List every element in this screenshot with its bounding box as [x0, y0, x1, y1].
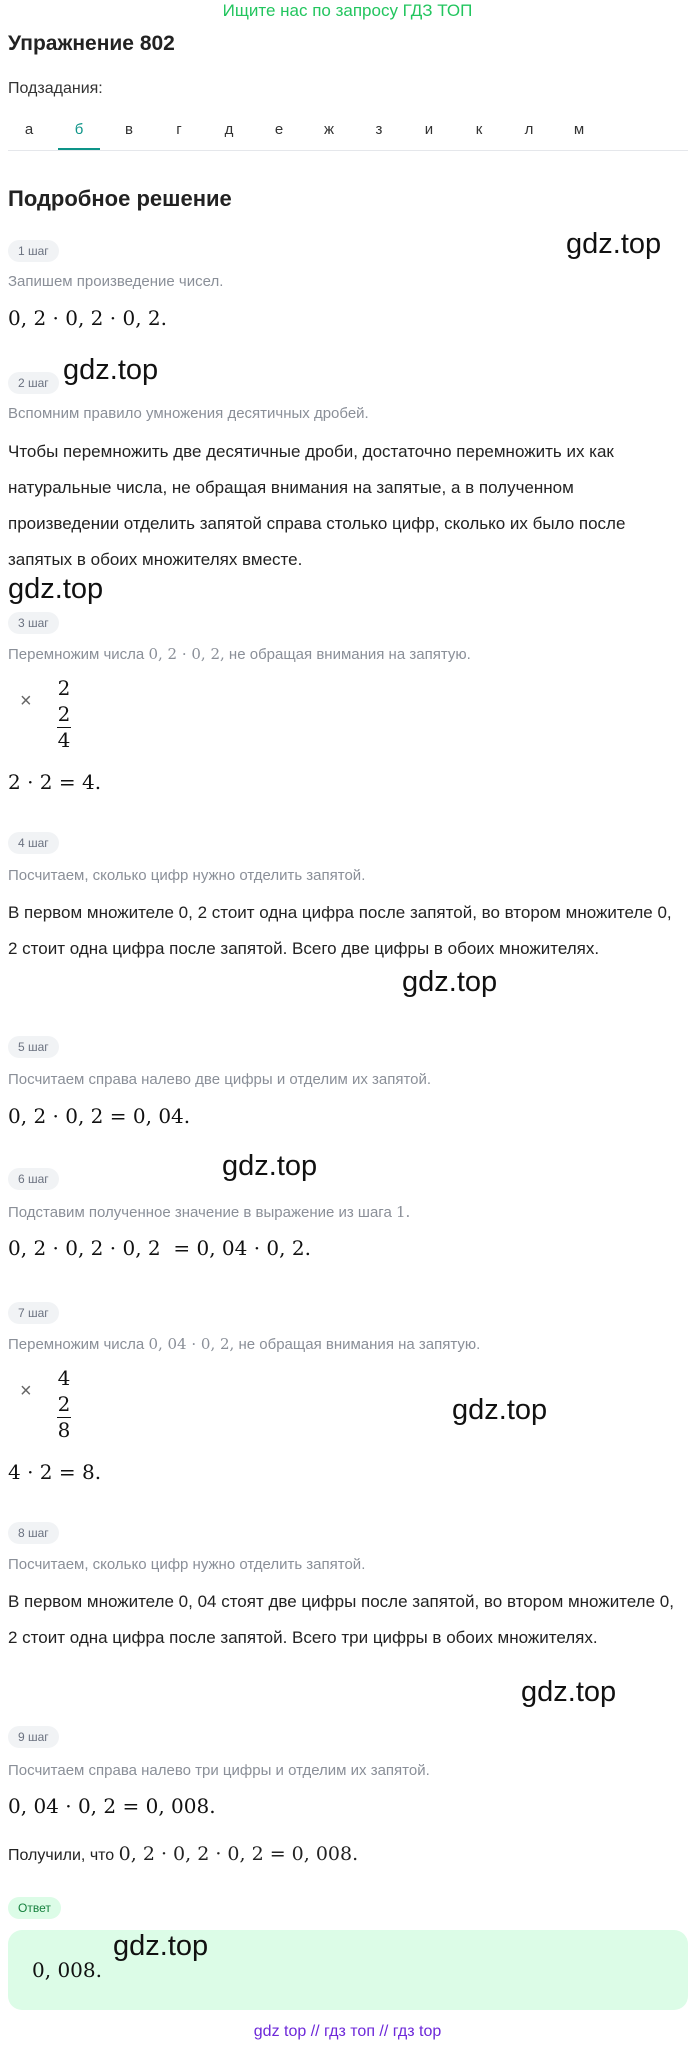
step-7-badge: 7 шаг	[8, 1302, 59, 1324]
tab-m[interactable]: м	[573, 121, 585, 138]
tab-k[interactable]: к	[475, 121, 483, 138]
answer-box	[8, 1930, 688, 2010]
step-4-badge: 4 шаг	[8, 832, 59, 854]
step-4-hint: Посчитаем, сколько цифр нужно отделить запятой.	[8, 867, 366, 884]
watermark: gdz.top	[113, 1930, 209, 1962]
step-6-hint: Подставим полученное значение в выражение из шага 1.	[8, 1203, 411, 1221]
step-9-formula: 0, 04 · 0, 2 = 0, 008.	[8, 1794, 216, 1818]
page-title: Упражнение 802	[8, 32, 175, 55]
column-product: 8	[57, 1418, 71, 1442]
answer-value: 0, 008.	[32, 1958, 102, 1982]
result-line: Получили, что 0, 2 · 0, 2 · 0, 2 = 0, 008.	[8, 1843, 359, 1865]
tab-d[interactable]: д	[224, 121, 234, 138]
step-1-hint: Запишем произведение чисел.	[8, 273, 224, 290]
tab-e[interactable]: е	[274, 121, 284, 138]
column-factor-1: 2	[57, 676, 71, 700]
step-5-hint: Посчитаем справа налево две цифры и отделим их запятой.	[8, 1071, 432, 1088]
tab-i[interactable]: и	[424, 121, 434, 138]
step-9-hint: Посчитаем справа налево три цифры и отделим их запятой.	[8, 1762, 430, 1779]
watermark: gdz.top	[452, 1394, 548, 1426]
step-8-badge: 8 шаг	[8, 1522, 59, 1544]
multiply-icon: ×	[20, 1380, 32, 1402]
column-factor-2: 2	[57, 702, 71, 726]
step-3-hint: Перемножим числа 0, 2 · 0, 2, не обращая внимания на запятую.	[8, 645, 471, 663]
multiply-icon: ×	[20, 690, 32, 712]
step-6-formula: 0, 2 · 0, 2 · 0, 2 = 0, 04 · 0, 2.	[8, 1236, 311, 1260]
solution-title: Подробное решение	[8, 186, 232, 211]
step-8-text: В первом множителе 0, 04 стоят две цифры после запятой, во втором множителе 0, 2 стоит одна цифра после запятой. Всего три цифры в обоих множителях.	[8, 1592, 674, 1647]
promo-banner: Ищите нас по запросу ГДЗ ТОП	[222, 1, 473, 20]
step-1-formula: 0, 2 · 0, 2 · 0, 2.	[8, 306, 167, 330]
step-8-hint: Посчитаем, сколько цифр нужно отделить запятой.	[8, 1556, 366, 1573]
step-7-hint: Перемножим числа 0, 04 · 0, 2, не обращая внимания на запятую.	[8, 1335, 481, 1353]
tab-z[interactable]: з	[375, 121, 383, 138]
step-5-formula: 0, 2 · 0, 2 = 0, 04.	[8, 1104, 191, 1128]
subtasks-label: Подзадания:	[8, 80, 103, 97]
subtask-tabs	[8, 116, 688, 151]
watermark: gdz.top	[566, 228, 662, 260]
footer-links[interactable]: gdz top // гдз топ // гдз top	[253, 2023, 442, 2040]
answer-badge: Ответ	[8, 1897, 61, 1919]
step-3-badge: 3 шаг	[8, 612, 59, 634]
tab-v[interactable]: в	[125, 121, 133, 138]
step-2-badge: 2 шаг	[8, 372, 59, 394]
tab-b[interactable]: б	[58, 116, 100, 150]
step-4-text: В первом множителе 0, 2 стоит одна цифра после запятой, во втором множителе 0, 2 стоит одна цифра после запятой. Всего две цифры в обоих множителях.	[8, 903, 672, 958]
step-2-hint: Вспомним правило умножения десятичных дробей.	[8, 405, 369, 422]
watermark: gdz.top	[521, 1676, 617, 1708]
watermark: gdz.top	[63, 354, 159, 386]
step-6-badge: 6 шаг	[8, 1168, 59, 1190]
step-2-text: Чтобы перемножить две десятичные дроби, достаточно перемножить их как натуральные числа, не обращая внимания на запятые, а в полученном произведении отделить запятой справа столько цифр, сколько их было после запятых в обоих множителях вместе.	[8, 442, 626, 569]
column-factor-1: 4	[57, 1366, 71, 1390]
step-1-badge: 1 шаг	[8, 240, 59, 262]
tab-g[interactable]: г	[176, 121, 182, 138]
tab-l[interactable]: л	[524, 121, 534, 138]
column-factor-2: 2	[57, 1392, 71, 1416]
tab-zh[interactable]: ж	[323, 121, 335, 138]
watermark: gdz.top	[8, 573, 104, 605]
tab-a[interactable]: а	[24, 121, 34, 138]
column-product: 4	[57, 728, 71, 752]
step-5-badge: 5 шаг	[8, 1036, 59, 1058]
step-9-badge: 9 шаг	[8, 1726, 59, 1748]
watermark: gdz.top	[222, 1150, 318, 1182]
watermark: gdz.top	[402, 966, 498, 998]
step-7-formula: 4 · 2 = 8.	[8, 1460, 102, 1484]
step-3-formula: 2 · 2 = 4.	[8, 770, 102, 794]
